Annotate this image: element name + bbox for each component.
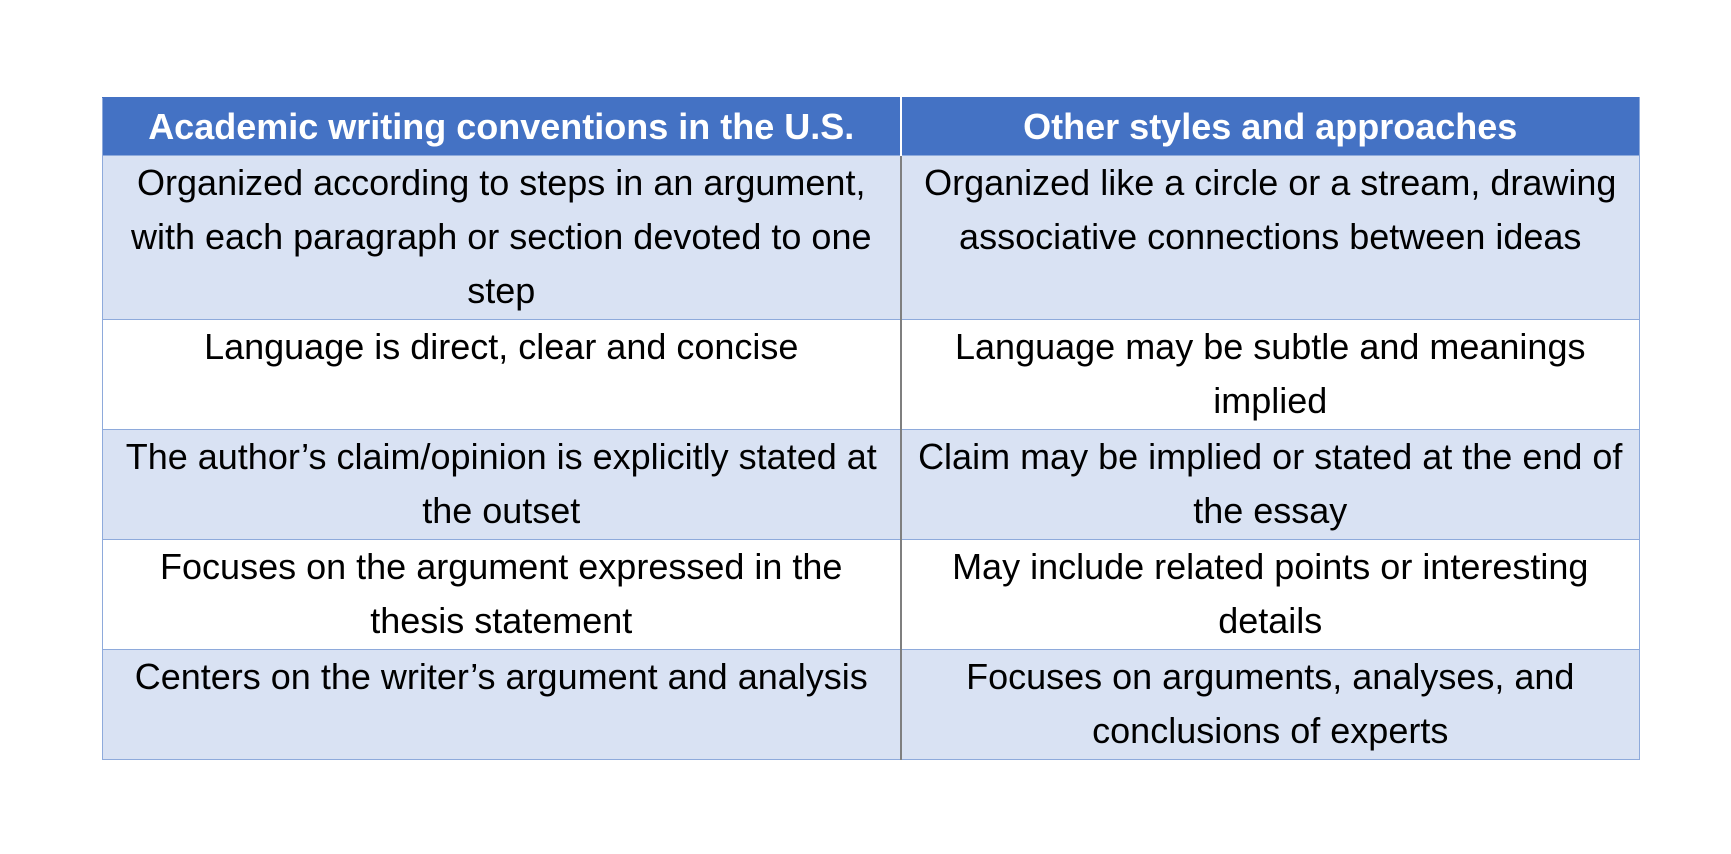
comparison-table <box>102 97 1640 760</box>
table-cell-other: May include related points or interesting details <box>901 540 1640 650</box>
column-header-us-conventions: Academic writing conventions in the U.S. <box>103 98 901 156</box>
table-row <box>103 540 1640 650</box>
table-cell-us: The author’s claim/opinion is explicitly stated at the outset <box>103 430 901 540</box>
table-cell-other: Focuses on arguments, analyses, and conclusions of experts <box>901 650 1640 760</box>
table-row <box>103 156 1640 320</box>
table-row <box>103 320 1640 430</box>
table-cell-other: Claim may be implied or stated at the end of the essay <box>901 430 1640 540</box>
column-header-other-styles: Other styles and approaches <box>901 98 1640 156</box>
table-header-row <box>103 98 1640 156</box>
table-cell-other: Language may be subtle and meanings implied <box>901 320 1640 430</box>
table-row <box>103 430 1640 540</box>
table-cell-us: Centers on the writer’s argument and analysis <box>103 650 901 760</box>
table-row <box>103 650 1640 760</box>
table-cell-us: Organized according to steps in an argument, with each paragraph or section devoted to one step <box>103 156 901 320</box>
table-cell-other: Organized like a circle or a stream, drawing associative connections between ideas <box>901 156 1640 320</box>
table-cell-us: Language is direct, clear and concise <box>103 320 901 430</box>
comparison-table-container <box>102 97 1639 760</box>
table-cell-us: Focuses on the argument expressed in the thesis statement <box>103 540 901 650</box>
